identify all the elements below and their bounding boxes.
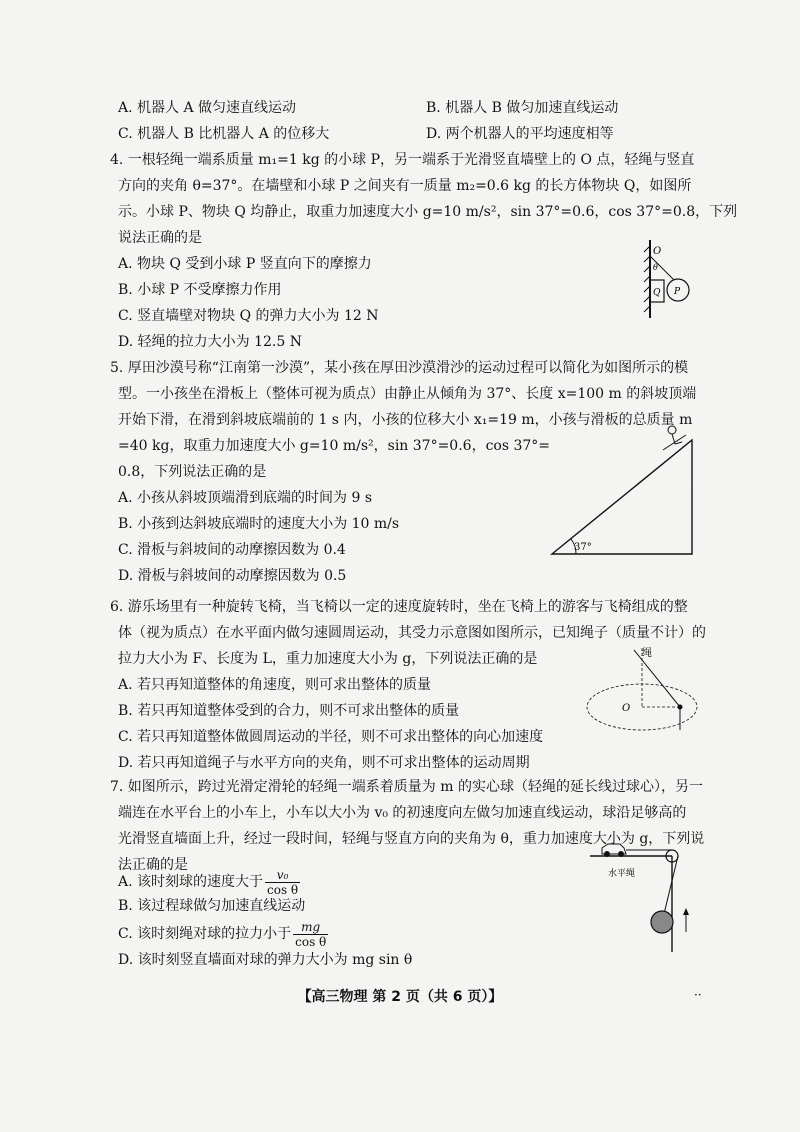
q5-line-2: 型。一小孩坐在滑板上（整体可视为质点）由静止从倾角为 37°、长度 x=100 m 的斜坡顶端	[118, 386, 697, 402]
q7-line-4: 法正确的是	[118, 857, 188, 873]
q4-option-d: D. 轻绳的拉力大小为 12.5 N	[118, 334, 302, 350]
q6-option-b: B. 若只再知道整体受到的合力，则不可求出整体的质量	[118, 703, 460, 719]
q4-line-2: 方向的夹角 θ=37°。在墙壁和小球 P 之间夹有一质量 m₂=0.6 kg 的长方体物块 Q，如图所	[118, 178, 692, 194]
q6-line-1: 6. 游乐场里有一种旋转飞椅，当飞椅以一定的速度旋转时，坐在飞椅上的游客与飞椅组成的整	[110, 599, 688, 615]
footer-mark: ··	[694, 988, 702, 1002]
q7-pulley-figure	[588, 836, 696, 954]
q3-option-c: C. 机器人 B 比机器人 A 的位移大	[118, 126, 330, 142]
q7-option-a: A. 该时刻球的速度大于 $\frac{\text{v₀}}{\text{cos θ}}$	[118, 867, 299, 897]
q7-option-d: D. 该时刻竖直墙面对球的弹力大小为 mg sin θ	[118, 952, 413, 968]
q7-line-2: 端连在水平台上的小车上，小车以大小为 v₀ 的初速度向左做匀加速直线运动，球沿足够高的	[118, 805, 687, 821]
q4-option-c: C. 竖直墙壁对物块 Q 的弹力大小为 12 N	[118, 308, 379, 324]
q7-line-1: 7. 如图所示，跨过光滑定滑轮的轻绳一端系着质量为 m 的实心球（轻绳的延长线过球心），另一	[110, 779, 703, 795]
q6-option-d: D. 若只再知道绳子与水平方向的夹角，则不可求出整体的运动周期	[118, 755, 530, 771]
q7-option-a-fraction: $\frac{\text{v₀}}{\text{cos θ}}$	[267, 867, 299, 897]
q3-option-d: D. 两个机器人的平均速度相等	[426, 126, 614, 142]
q3-option-a: A. 机器人 A 做匀速直线运动	[118, 100, 297, 116]
q4-label-theta: θ	[653, 263, 658, 272]
q5-option-c: C. 滑板与斜坡间的动摩擦因数为 0.4	[118, 542, 346, 558]
q6-center-label: O	[622, 703, 631, 714]
q6-swing-figure	[582, 640, 700, 740]
toy-car-icon	[602, 844, 626, 857]
q5-angle-label: 37°	[574, 542, 592, 553]
solid-ball-icon	[651, 911, 673, 933]
q6-line-3: 拉力大小为 F、长度为 L，重力加速度大小为 g，下列说法正确的是	[118, 651, 538, 667]
q6-line-2: 体（视为质点）在水平面内做匀速圆周运动，其受力示意图如图所示，已知绳子（质量不计）的	[118, 625, 706, 641]
q4-line-4: 说法正确的是	[118, 230, 202, 246]
q7-option-c-fraction: $\frac{mg}{\text{cos θ}}$	[295, 919, 327, 949]
q5-option-a: A. 小孩从斜坡顶端滑到底端的时间为 9 s	[118, 490, 373, 506]
q5-line-1: 5. 厚田沙漠号称“江南第一沙漠”，某小孩在厚田沙漠滑沙的运动过程可以简化为如图所示的模	[110, 360, 689, 376]
q5-option-d: D. 滑板与斜坡间的动摩擦因数为 0.5	[118, 568, 347, 584]
q5-line-5: 0.8，下列说法正确的是	[118, 464, 267, 480]
q4-line-1: 4. 一根轻绳一端系质量 m₁=1 kg 的小球 P，另一端系于光滑竖直墙壁上的 O 点，轻绳与竖直	[110, 152, 695, 168]
q4-option-a: A. 物块 Q 受到小球 P 竖直向下的摩擦力	[118, 256, 372, 272]
q4-line-3: 示。小球 P、物块 Q 均静止，取重力加速度大小 g=10 m/s²，sin 37°=0.6，cos 37°=0.8，下列	[118, 204, 738, 220]
q3-option-b: B. 机器人 B 做匀加速直线运动	[426, 100, 619, 116]
q5-line-3: 开始下滑，在滑到斜坡底端前的 1 s 内，小孩的位移大小 x₁=19 m，小孩与滑板的总质量 m	[118, 412, 693, 428]
q5-line-4: =40 kg，取重力加速度大小 g=10 m/s²，sin 37°=0.6，cos 37°=	[118, 438, 551, 454]
q4-wall-figure	[638, 238, 710, 320]
q4-label-p: P	[674, 287, 681, 297]
q7-line-3: 光滑竖直墙面上升，经过一段时间，轻绳与竖直方向的夹角为 θ，重力加速度大小为 g，下列说	[118, 831, 705, 847]
q4-label-o: O	[653, 246, 662, 257]
q6-option-c: C. 若只再知道整体做圆周运动的半径，则不可求出整体的向心加速度	[118, 729, 544, 745]
q5-option-b: B. 小孩到达斜坡底端时的速度大小为 10 m/s	[118, 516, 400, 532]
q5-slope-figure	[548, 418, 698, 560]
q7-rope-label: 水平绳	[608, 869, 636, 879]
q4-label-q: Q	[653, 288, 661, 298]
q7-option-b: B. 该过程球做匀加速直线运动	[118, 898, 306, 914]
child-on-sled-icon	[663, 426, 686, 450]
q4-option-b: B. 小球 P 不受摩擦力作用	[118, 282, 282, 298]
page-footer: 【高三物理 第 2 页（共 6 页）】	[297, 989, 503, 1005]
q6-rope-label: 绳	[642, 648, 652, 659]
q7-option-c: C. 该时刻绳对球的拉力小于 $\frac{mg}{\text{cos θ}}$	[118, 919, 327, 949]
q6-option-a: A. 若只再知道整体的角速度，则可求出整体的质量	[118, 677, 432, 693]
